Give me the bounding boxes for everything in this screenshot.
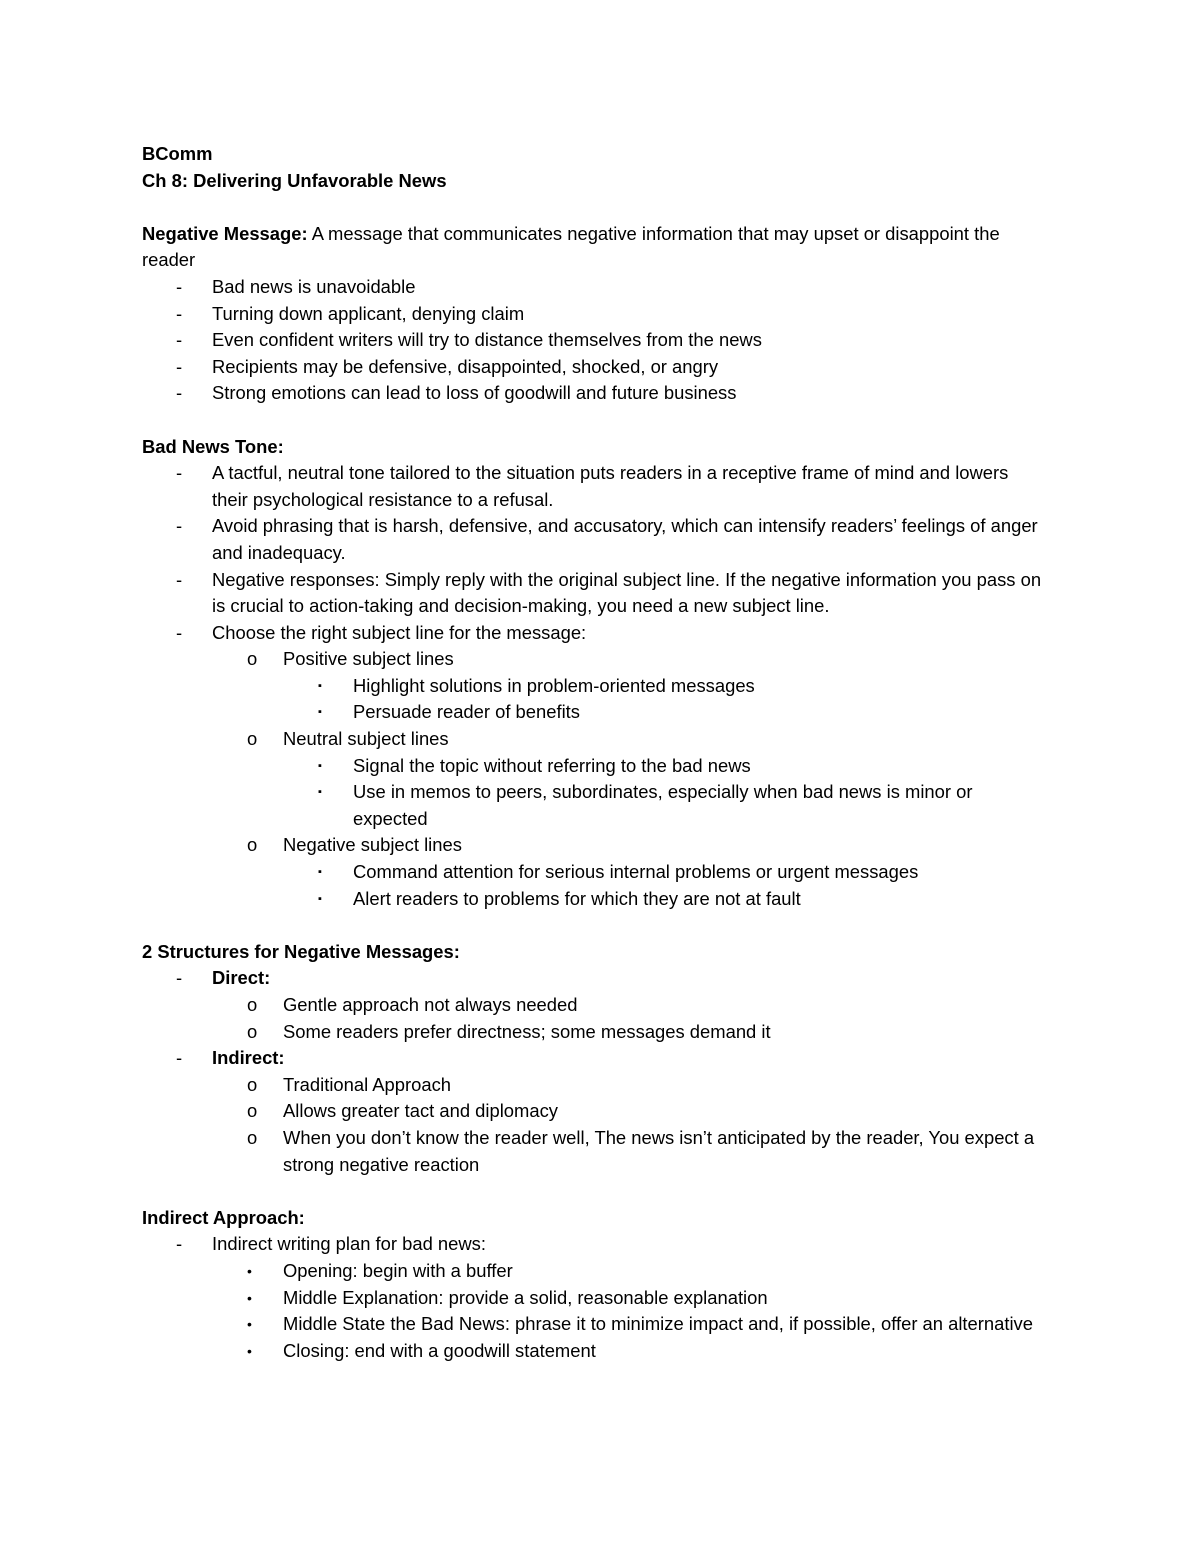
dash-marker: - [176, 967, 183, 989]
sub-sub-list-item [142, 753, 1042, 780]
sub-list-item [142, 1285, 1042, 1312]
sub-list-item-text: Allows greater tact and diplomacy [283, 1100, 558, 1122]
sub-list-item-text: Gentle approach not always needed [283, 994, 578, 1015]
sub-list-item [142, 1258, 1042, 1285]
sub-list-item [142, 1098, 1042, 1125]
list-item [142, 460, 1042, 513]
sub-sub-list-item [142, 859, 1042, 886]
square-bullet-icon: ▪ [318, 786, 322, 799]
list-item-text: Negative responses: Simply reply with the original subject line. If the negative information you pass on is crucial to action-taking and decision-making, you need a new subject line. [212, 568, 1042, 617]
circle-marker: o [247, 834, 258, 856]
bullet-icon: • [247, 1262, 252, 1279]
list-item [142, 1231, 1042, 1258]
list-item [142, 380, 1042, 407]
sub-list-item [142, 1338, 1042, 1365]
sub-list-item-text: Some readers prefer directness; some messages demand it [283, 1020, 771, 1042]
list-item-text: Indirect: [212, 1047, 285, 1069]
circle-marker: o [247, 648, 258, 670]
list-item-text: A tactful, neutral tone tailored to the situation puts readers in a receptive frame of mind and lowers their psychological resistance to a refusal. [212, 462, 1009, 510]
sub-list-item [142, 1311, 1042, 1338]
negative-message-definition-text: A message that communicates negative information that may upset or disappoint the reader [142, 222, 1000, 271]
section-heading-bad-news-tone: Bad News Tone: [142, 435, 284, 457]
sub-sub-list-item [142, 699, 1042, 726]
bullet-icon: • [247, 1342, 252, 1359]
dash-marker: - [176, 382, 183, 404]
sub-sub-list-item-text: Use in memos to peers, subordinates, especially when bad news is minor or expected [353, 781, 973, 829]
square-bullet-icon: ▪ [318, 759, 322, 772]
list-item [142, 965, 1042, 992]
list-item [142, 274, 1042, 301]
spacer [142, 912, 1042, 939]
sub-list-item-text: Closing: end with a goodwill statement [283, 1339, 596, 1361]
list-item [142, 567, 1042, 620]
list-item-text: Direct: [212, 967, 271, 989]
sub-sub-list-item [142, 779, 1042, 832]
circle-marker: o [247, 728, 258, 750]
sub-list-item [142, 726, 1042, 753]
sub-list-item [142, 646, 1042, 673]
section-heading-indirect-approach: Indirect Approach: [142, 1206, 305, 1228]
spacer [142, 407, 1042, 434]
negative-message-definition [142, 221, 1042, 274]
sub-sub-list-item-text: Command attention for serious internal problems or urgent messages [353, 861, 919, 883]
sub-list-item-text: Neutral subject lines [283, 728, 449, 750]
bullet-icon: • [247, 1289, 252, 1306]
sub-list-item [142, 992, 1042, 1019]
sub-sub-list-item [142, 673, 1042, 700]
list-item [142, 513, 1042, 566]
sub-sub-list-item-text: Alert readers to problems for which they are not at fault [353, 887, 801, 909]
sub-list-item-text: When you don’t know the reader well, The news isn’t anticipated by the reader, You expect a strong negative reaction [283, 1126, 1035, 1175]
dash-marker: - [176, 568, 183, 590]
list-item-text: Strong emotions can lead to loss of goodwill and future business [212, 382, 737, 404]
circle-marker: o [247, 1100, 258, 1122]
bullet-icon: • [247, 1316, 252, 1333]
dash-marker: - [176, 621, 183, 643]
document-page [142, 141, 1042, 1364]
square-bullet-icon: ▪ [318, 679, 322, 692]
dash-marker: - [176, 329, 183, 351]
dash-marker: - [176, 515, 183, 537]
sub-list-item [142, 1125, 1042, 1178]
sub-sub-list-item-text: Highlight solutions in problem-oriented messages [353, 674, 755, 696]
list-item-text: Even confident writers will try to distance themselves from the news [212, 329, 762, 351]
sub-sub-list-item [142, 886, 1042, 913]
list-item-text: Bad news is unavoidable [212, 275, 416, 297]
dash-marker: - [176, 1233, 183, 1255]
sub-list-item-text: Opening: begin with a buffer [283, 1259, 513, 1281]
spacer [142, 194, 1042, 221]
dash-marker: - [176, 355, 183, 377]
list-item [142, 620, 1042, 647]
list-item-text: Recipients may be defensive, disappointed, shocked, or angry [212, 355, 719, 377]
circle-marker: o [247, 1020, 258, 1042]
sub-list-item-text: Middle Explanation: provide a solid, reasonable explanation [283, 1286, 768, 1308]
sub-list-item-text: Middle State the Bad News: phrase it to minimize impact and, if possible, offer an alternative [283, 1313, 1033, 1335]
circle-marker: o [247, 994, 258, 1015]
list-item-text: Turning down applicant, denying claim [212, 302, 525, 324]
spacer [142, 1178, 1042, 1205]
section-heading-structures: 2 Structures for Negative Messages: [142, 940, 460, 962]
square-bullet-icon: ▪ [318, 706, 322, 719]
course-title: BComm [142, 143, 213, 164]
list-item [142, 327, 1042, 354]
sub-list-item-text: Negative subject lines [283, 834, 462, 856]
list-item-text: Choose the right subject line for the message: [212, 621, 587, 643]
dash-marker: - [176, 1047, 183, 1069]
list-item [142, 1045, 1042, 1072]
list-item-text: Indirect writing plan for bad news: [212, 1233, 486, 1255]
dash-marker: - [176, 462, 183, 484]
square-bullet-icon: ▪ [318, 866, 322, 879]
sub-list-item-text: Positive subject lines [283, 648, 454, 670]
dash-marker: - [176, 302, 183, 324]
list-item [142, 354, 1042, 381]
dash-marker: - [176, 275, 183, 297]
sub-sub-list-item-text: Signal the topic without referring to the bad news [353, 754, 751, 776]
square-bullet-icon: ▪ [318, 892, 322, 905]
list-item [142, 301, 1042, 328]
list-item-text: Avoid phrasing that is harsh, defensive, and accusatory, which can intensify readers’ feelings of anger and inadequacy. [212, 515, 1038, 563]
circle-marker: o [247, 1073, 258, 1095]
sub-list-item-text: Traditional Approach [283, 1073, 452, 1095]
negative-message-term: Negative Message: [142, 222, 308, 244]
chapter-title: Ch 8: Delivering Unfavorable News [142, 169, 447, 191]
sub-list-item [142, 1072, 1042, 1099]
circle-marker: o [247, 1126, 258, 1148]
sub-sub-list-item-text: Persuade reader of benefits [353, 701, 580, 723]
sub-list-item [142, 1019, 1042, 1046]
sub-list-item [142, 832, 1042, 859]
